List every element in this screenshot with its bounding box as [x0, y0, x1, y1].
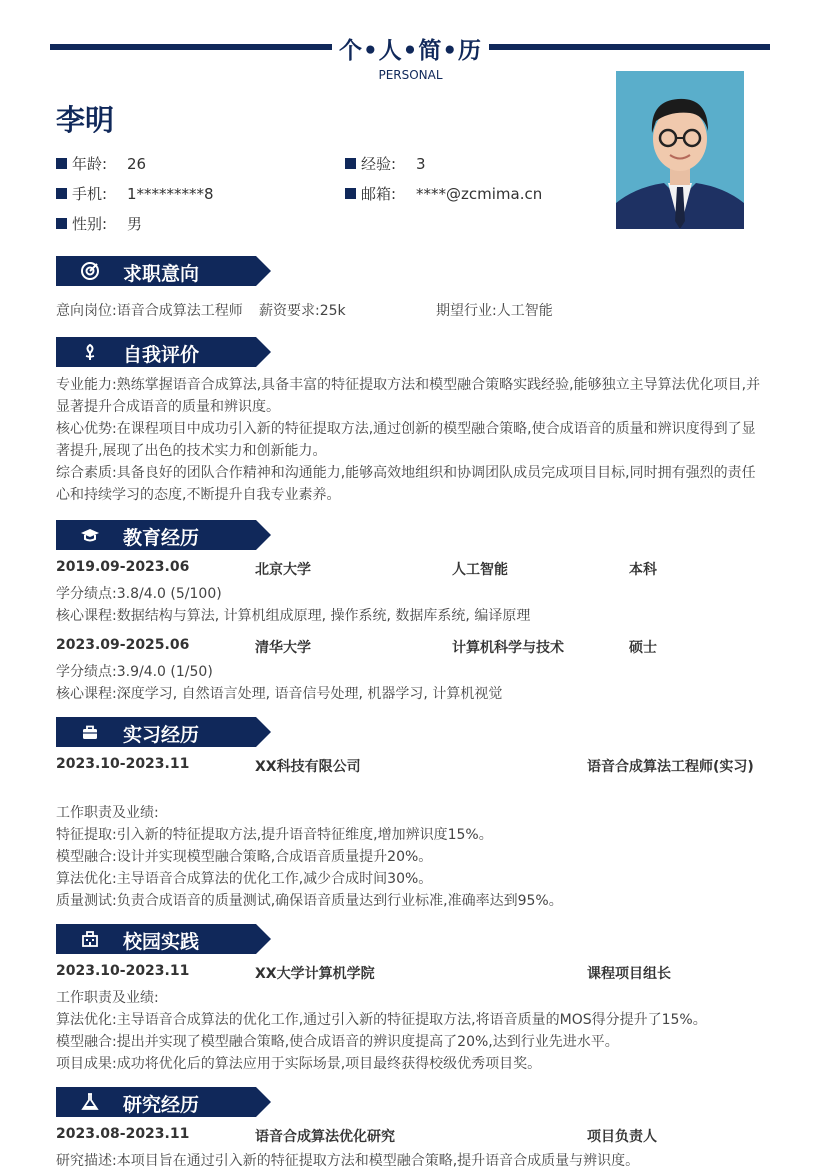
campus-date: 2023.10-2023.11 — [56, 963, 190, 979]
edu-1-degree: 本科 — [629, 562, 657, 578]
bullet-square-icon — [345, 188, 356, 199]
campus-duty-3: 项目成果:成功将优化后的算法应用于实际场景,项目最终获得校级优秀项目奖。 — [56, 1056, 542, 1072]
campus-role: 课程项目组长 — [587, 966, 671, 982]
intern-role: 语音合成算法工程师(实习) — [587, 759, 754, 775]
target-icon — [80, 261, 100, 281]
research-desc: 研究描述:本项目旨在通过引入新的特征提取方法和模型融合策略,提升语音合成质量与辨识度。 — [56, 1153, 640, 1169]
section-header-research: 研究经历 — [56, 1087, 271, 1117]
edu-1-courses: 核心课程:数据结构与算法, 计算机组成原理, 操作系统, 数据库系统, 编译原理 — [56, 608, 531, 624]
intent-position: 意向岗位:语音合成算法工程师 — [56, 303, 243, 319]
campus-duty-2: 模型融合:提出并实现了模型融合策略,使合成语音的辨识度提高了20%,达到行业先进水平。 — [56, 1034, 619, 1050]
intern-duty-2: 模型融合:设计并实现模型融合策略,合成语音质量提升20%。 — [56, 849, 433, 865]
intern-duty-title: 工作职责及业绩: — [56, 805, 159, 821]
graduation-cap-icon — [80, 525, 100, 545]
edu-2-major: 计算机科学与技术 — [452, 640, 564, 656]
section-header-intern: 实习经历 — [56, 717, 271, 747]
info-age: 年龄: 26 — [56, 153, 146, 174]
edu-2-date: 2023.09-2025.06 — [56, 637, 190, 653]
bullet-square-icon — [345, 158, 356, 169]
profile-photo — [616, 71, 744, 229]
intern-duty-3: 算法优化:主导语音合成算法的优化工作,减少合成时间30%。 — [56, 871, 433, 887]
section-header-self: 自我评价 — [56, 337, 271, 367]
edu-2-school: 清华大学 — [255, 640, 311, 656]
flask-icon — [80, 1092, 100, 1112]
header-line-right — [489, 44, 770, 50]
avatar-portrait-icon — [616, 71, 744, 229]
bullet-square-icon — [56, 218, 67, 229]
section-header-campus: 校园实践 — [56, 924, 271, 954]
intent-salary: 薪资要求:25k — [259, 303, 346, 319]
campus-org: XX大学计算机学院 — [255, 966, 375, 982]
info-experience: 经验: 3 — [345, 153, 426, 174]
campus-duty-title: 工作职责及业绩: — [56, 990, 159, 1006]
intent-industry: 期望行业:人工智能 — [436, 303, 553, 319]
section-header-edu: 教育经历 — [56, 520, 271, 550]
page-title: 个•人•简•历 — [338, 38, 483, 64]
info-phone: 手机: 1*********8 — [56, 183, 214, 204]
edu-1-date: 2019.09-2023.06 — [56, 559, 190, 575]
info-email: 邮箱: ****@zcmima.cn — [345, 183, 542, 204]
flower-icon — [80, 342, 100, 362]
campus-duty-1: 算法优化:主导语音合成算法的优化工作,通过引入新的特征提取方法,将语音质量的MOS得分提升了15%。 — [56, 1012, 707, 1028]
research-project: 语音合成算法优化研究 — [255, 1129, 395, 1145]
edu-1-school: 北京大学 — [255, 562, 311, 578]
intern-duty-1: 特征提取:引入新的特征提取方法,提升语音特征维度,增加辨识度15%。 — [56, 827, 493, 843]
self-eval-3: 综合素质:具备良好的团队合作精神和沟通能力,能够高效地组织和协调团队成员完成项目目标,同时拥有强烈的责任心和持续学习的态度,不断提升自我专业素养。 — [56, 465, 756, 503]
intern-duty-4: 质量测试:负责合成语音的质量测试,确保语音质量达到行业标准,准确率达到95%。 — [56, 893, 563, 909]
section-header-intent: 求职意向 — [56, 256, 271, 286]
edu-2-gpa: 学分绩点:3.9/4.0 (1/50) — [56, 664, 213, 680]
edu-2-courses: 核心课程:深度学习, 自然语言处理, 语音信号处理, 机器学习, 计算机视觉 — [56, 686, 503, 702]
edu-1-gpa: 学分绩点:3.8/4.0 (5/100) — [56, 586, 222, 602]
page-subtitle: PERSONAL — [378, 68, 443, 82]
bullet-square-icon — [56, 188, 67, 199]
research-date: 2023.08-2023.11 — [56, 1126, 190, 1142]
info-gender: 性别: 男 — [56, 213, 142, 234]
intern-date: 2023.10-2023.11 — [56, 756, 190, 772]
edu-2-degree: 硕士 — [629, 640, 657, 656]
self-eval-1: 专业能力:熟练掌握语音合成算法,具备丰富的特征提取方法和模型融合策略实践经验,能够独立主导算法优化项目,并显著提升合成语音的质量和辨识度。 — [56, 377, 761, 415]
edu-1-major: 人工智能 — [452, 562, 508, 578]
building-icon — [80, 929, 100, 949]
header-line-left — [50, 44, 332, 50]
intern-company: XX科技有限公司 — [255, 759, 361, 775]
bullet-square-icon — [56, 158, 67, 169]
research-role: 项目负责人 — [587, 1129, 657, 1145]
self-eval-2: 核心优势:在课程项目中成功引入新的特征提取方法,通过创新的模型融合策略,使合成语音的质量和辨识度得到了显著提升,展现了出色的技术实力和创新能力。 — [56, 421, 756, 459]
briefcase-icon — [80, 722, 100, 742]
person-name: 李明 — [56, 103, 115, 137]
